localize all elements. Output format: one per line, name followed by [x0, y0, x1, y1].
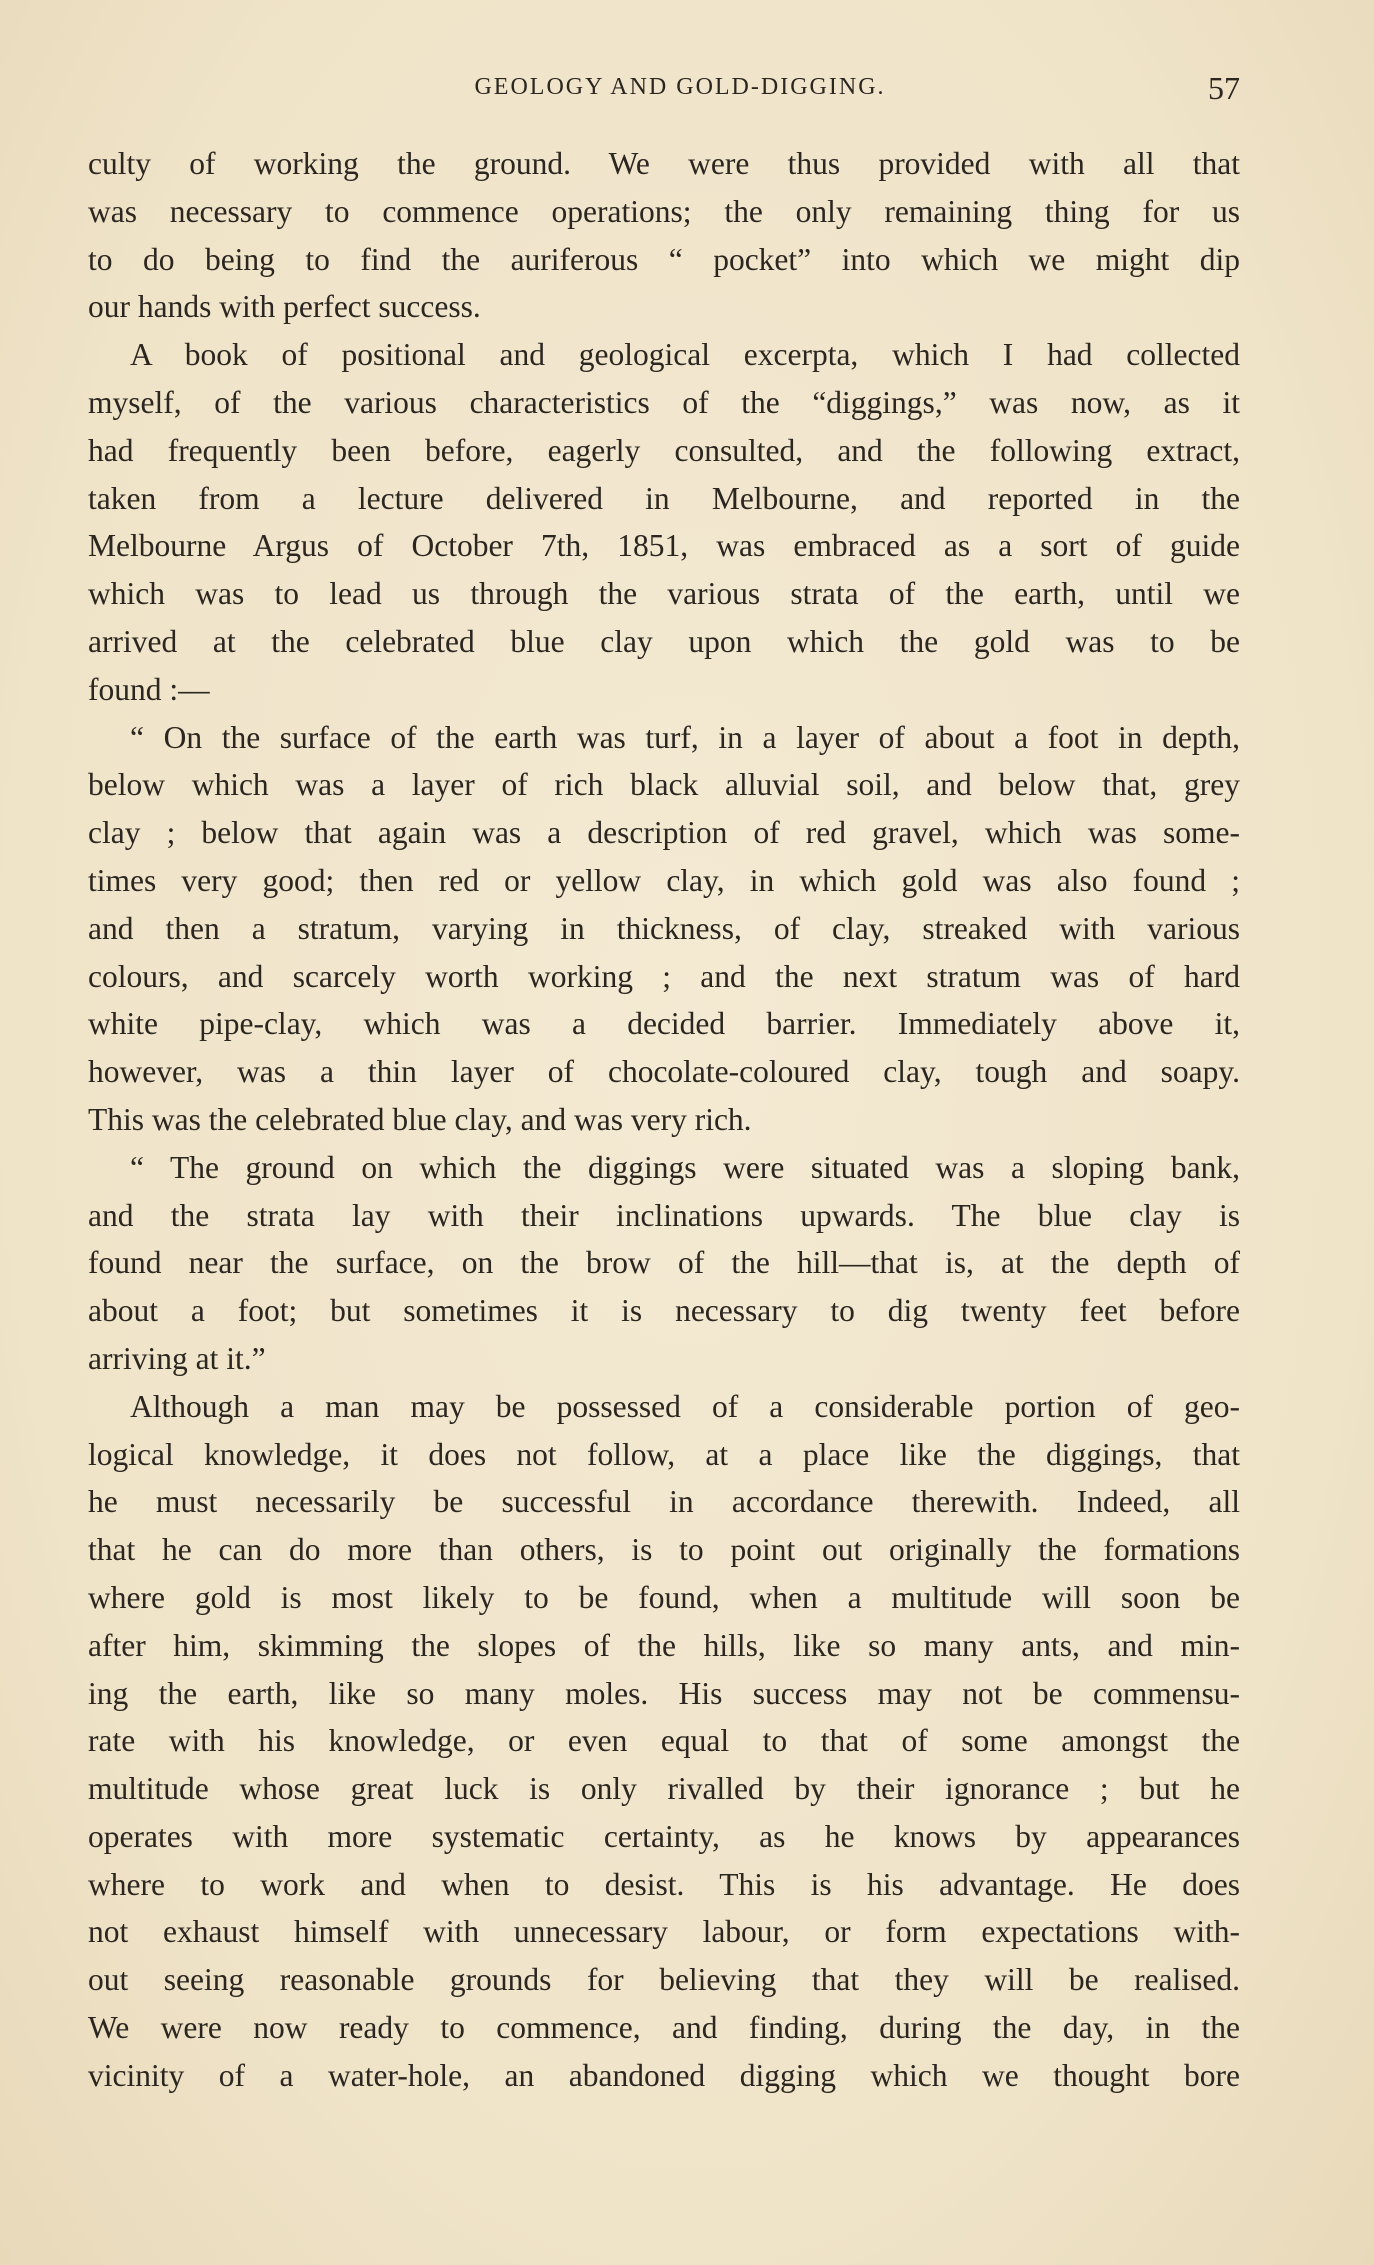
running-head: GEOLOGY AND GOLD-DIGGING.	[474, 74, 886, 100]
paragraph-2	[88, 331, 1240, 713]
paragraph-1	[88, 140, 1240, 331]
text-line: Melbourne Argus of October 7th, 1851, was embraced as a sort of guide	[88, 528, 1240, 564]
text-line: culty of working the ground. We were thus provided with all that	[88, 146, 1240, 181]
text-line: and then a stratum, varying in thickness, of clay, streaked with various	[88, 910, 1240, 946]
page-header	[120, 70, 1240, 110]
text-line: had frequently been before, eagerly consulted, and the following extract,	[88, 432, 1240, 468]
text-line: to do being to find the auriferous “ pocket” into which we might dip	[88, 241, 1240, 277]
text-line: not exhaust himself with unnecessary labour, or form expectations with-	[88, 1914, 1240, 1950]
text-line: arriving at it.”	[88, 1340, 266, 1376]
text-line: clay ; below that again was a description of red gravel, which was some-	[88, 815, 1240, 851]
page-number: 57	[1208, 70, 1240, 106]
text-line: out seeing reasonable grounds for believing that they will be realised.	[88, 1962, 1240, 1998]
text-line: where gold is most likely to be found, when a multitude will soon be	[88, 1579, 1240, 1615]
text-line: however, was a thin layer of chocolate-coloured clay, tough and soapy.	[88, 1054, 1240, 1090]
text-line: ing the earth, like so many moles. His success may not be commensu-	[88, 1675, 1240, 1711]
text-line: vicinity of a water-hole, an abandoned digging which we thought bore	[88, 2057, 1240, 2093]
paragraph-5	[88, 1383, 1240, 2100]
text-line: Although a man may be possessed of a considerable portion of geo-	[130, 1388, 1240, 1424]
text-line: myself, of the various characteristics of the “diggings,” was now, as it	[88, 384, 1240, 420]
text-line: which was to lead us through the various strata of the earth, until we	[88, 576, 1240, 612]
text-line: after him, skimming the slopes of the hills, like so many ants, and min-	[88, 1627, 1240, 1663]
text-line: multitude whose great luck is only rivalled by their ignorance ; but he	[88, 1771, 1240, 1807]
text-line: “ On the surface of the earth was turf, in a layer of about a foot in depth,	[130, 719, 1240, 755]
text-line: was necessary to commence operations; the only remaining thing for us	[88, 193, 1240, 229]
text-line: below which was a layer of rich black alluvial soil, and below that, grey	[88, 767, 1240, 803]
text-line: white pipe-clay, which was a decided barrier. Immediately above it,	[88, 1006, 1240, 1042]
text-line: found near the surface, on the brow of the hill—that is, at the depth of	[88, 1245, 1240, 1281]
text-line: This was the celebrated blue clay, and was very rich.	[88, 1101, 752, 1137]
text-line: arrived at the celebrated blue clay upon which the gold was to be	[88, 623, 1240, 659]
text-line: our hands with perfect success.	[88, 289, 481, 325]
text-line: times very good; then red or yellow clay, in which gold was also found ;	[88, 862, 1240, 898]
paragraph-4	[88, 1144, 1240, 1383]
text-line: We were now ready to commence, and finding, during the day, in the	[88, 2010, 1240, 2046]
text-line: rate with his knowledge, or even equal to that of some amongst the	[88, 1723, 1240, 1759]
text-line: found :—	[88, 671, 210, 707]
text-line: operates with more systematic certainty, as he knows by appearances	[88, 1818, 1240, 1854]
text-line: and the strata lay with their inclinations upwards. The blue clay is	[88, 1197, 1240, 1233]
paragraph-3	[88, 714, 1240, 1144]
text-line: he must necessarily be successful in accordance therewith. Indeed, all	[88, 1484, 1240, 1520]
text-line: taken from a lecture delivered in Melbourne, and reported in the	[88, 480, 1240, 516]
text-line: that he can do more than others, is to point out originally the formations	[88, 1532, 1240, 1568]
text-line: where to work and when to desist. This is his advantage. He does	[88, 1866, 1240, 1902]
body-text	[88, 140, 1240, 2100]
text-line: about a foot; but sometimes it is necessary to dig twenty feet before	[88, 1293, 1240, 1329]
text-line: “ The ground on which the diggings were situated was a sloping bank,	[130, 1149, 1240, 1185]
text-line: colours, and scarcely worth working ; and the next stratum was of hard	[88, 958, 1240, 994]
text-line: logical knowledge, it does not follow, at a place like the diggings, that	[88, 1436, 1240, 1472]
text-line: A book of positional and geological excerpta, which I had collected	[130, 337, 1240, 373]
